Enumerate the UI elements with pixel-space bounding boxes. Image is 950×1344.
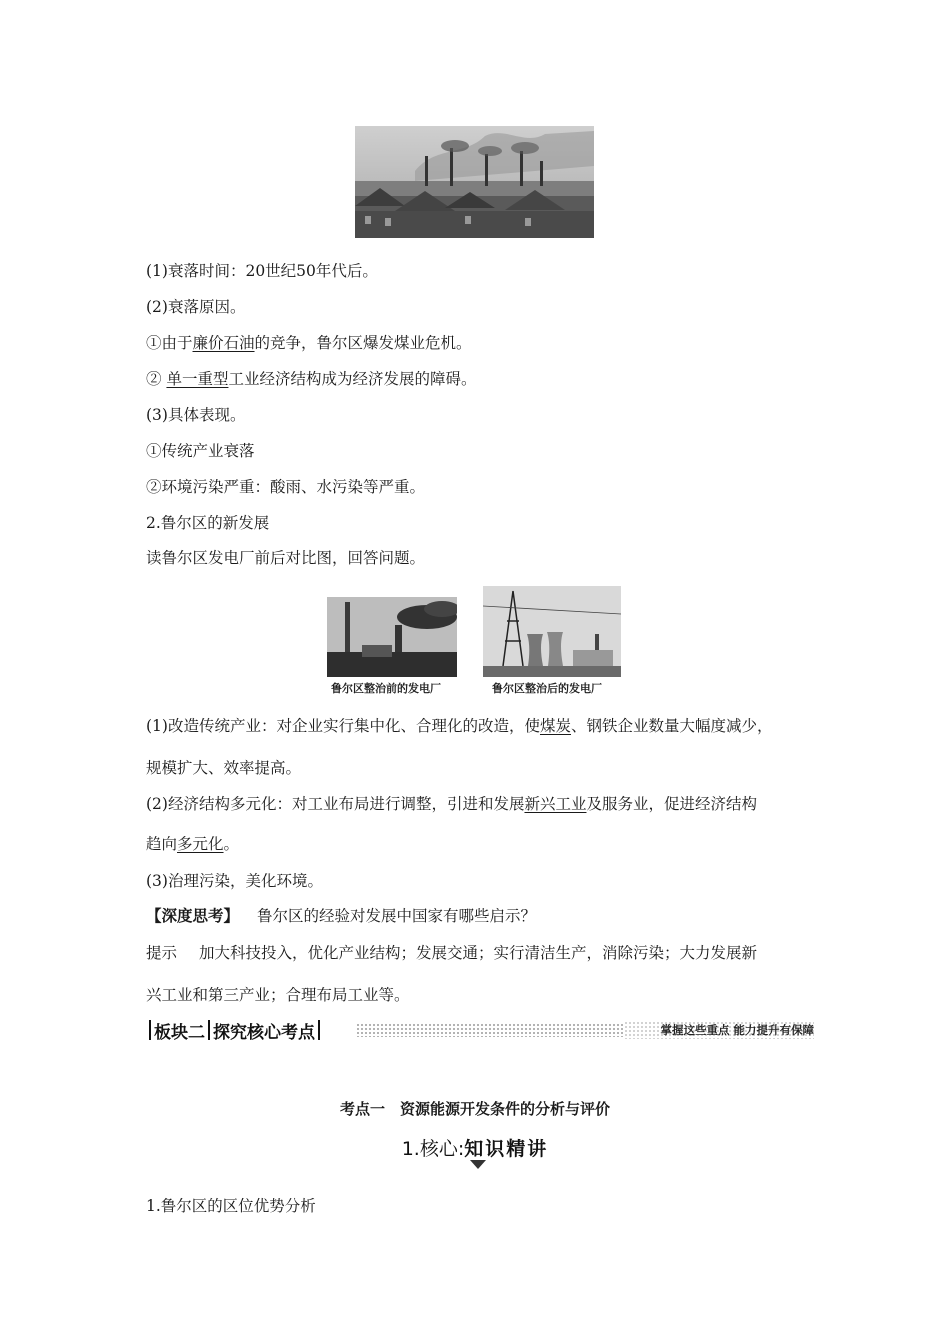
decline-time: (1)衰落时间：20世纪50年代后。 bbox=[146, 262, 378, 280]
development-3: (3)治理污染，美化环境。 bbox=[146, 872, 323, 890]
new-development-heading: 2.鲁尔区的新发展 bbox=[146, 514, 270, 532]
first-item: 1.鲁尔区的区位优势分析 bbox=[146, 1197, 316, 1215]
banner-dot-pattern bbox=[356, 1023, 624, 1037]
deep-thinking-label: 【深度思考】 bbox=[146, 906, 240, 925]
decline-reason-2: ② 单一重型工业经济结构成为经济发展的障碍。 bbox=[146, 370, 477, 388]
before-caption: 鲁尔区整治前的发电厂 bbox=[331, 682, 441, 695]
power-plant-after-photo bbox=[483, 586, 621, 677]
decline-reason-heading: (2)衰落原因。 bbox=[146, 298, 246, 316]
development-1-line1: (1)改造传统产业：对企业实行集中化、合理化的改造，使煤炭、钢铁企业数量大幅度减少， bbox=[146, 717, 773, 735]
manifestation-heading: (3)具体表现。 bbox=[146, 406, 246, 424]
section-heading: 考点一 资源能源开发条件的分析与评价 bbox=[339, 1100, 610, 1118]
development-2-line1: (2)经济结构多元化：对工业布局进行调整，引进和发展新兴工业及服务业，促进经济结构 bbox=[146, 795, 757, 813]
answer-line2: 兴工业和第三产业；合理布局工业等。 bbox=[146, 986, 410, 1004]
knowledge-subheading: 1.核心:知识精讲 bbox=[401, 1138, 549, 1160]
deep-thinking-question: 鲁尔区的经验对发展中国家有哪些启示？ bbox=[257, 907, 537, 925]
banner-slogan: 掌握这些重点 能力提升有保障 bbox=[624, 1021, 814, 1039]
manifestation-2: ②环境污染严重：酸雨、水污染等严重。 bbox=[146, 478, 426, 496]
section-banner bbox=[146, 1018, 814, 1042]
down-triangle-icon bbox=[470, 1160, 486, 1169]
decline-reason-1: ①由于廉价石油的竞争，鲁尔区爆发煤业危机。 bbox=[146, 334, 472, 352]
development-1-line2: 规模扩大、效率提高。 bbox=[146, 759, 302, 777]
industrial-town-photo bbox=[355, 126, 594, 238]
power-plant-before-photo bbox=[327, 597, 457, 677]
manifestation-1: ①传统产业衰落 bbox=[146, 442, 255, 460]
after-caption: 鲁尔区整治后的发电厂 bbox=[492, 682, 602, 695]
deep-thinking bbox=[146, 906, 536, 926]
answer-line1: 提示 加大科技投入，优化产业结构；发展交通；实行清洁生产，消除污染；大力发展新 bbox=[146, 944, 758, 962]
development-2-line2: 趋向多元化。 bbox=[146, 835, 240, 853]
banner-title: 板块二 探究核心考点 bbox=[146, 1018, 323, 1042]
read-instruction: 读鲁尔区发电厂前后对比图，回答问题。 bbox=[146, 549, 426, 567]
